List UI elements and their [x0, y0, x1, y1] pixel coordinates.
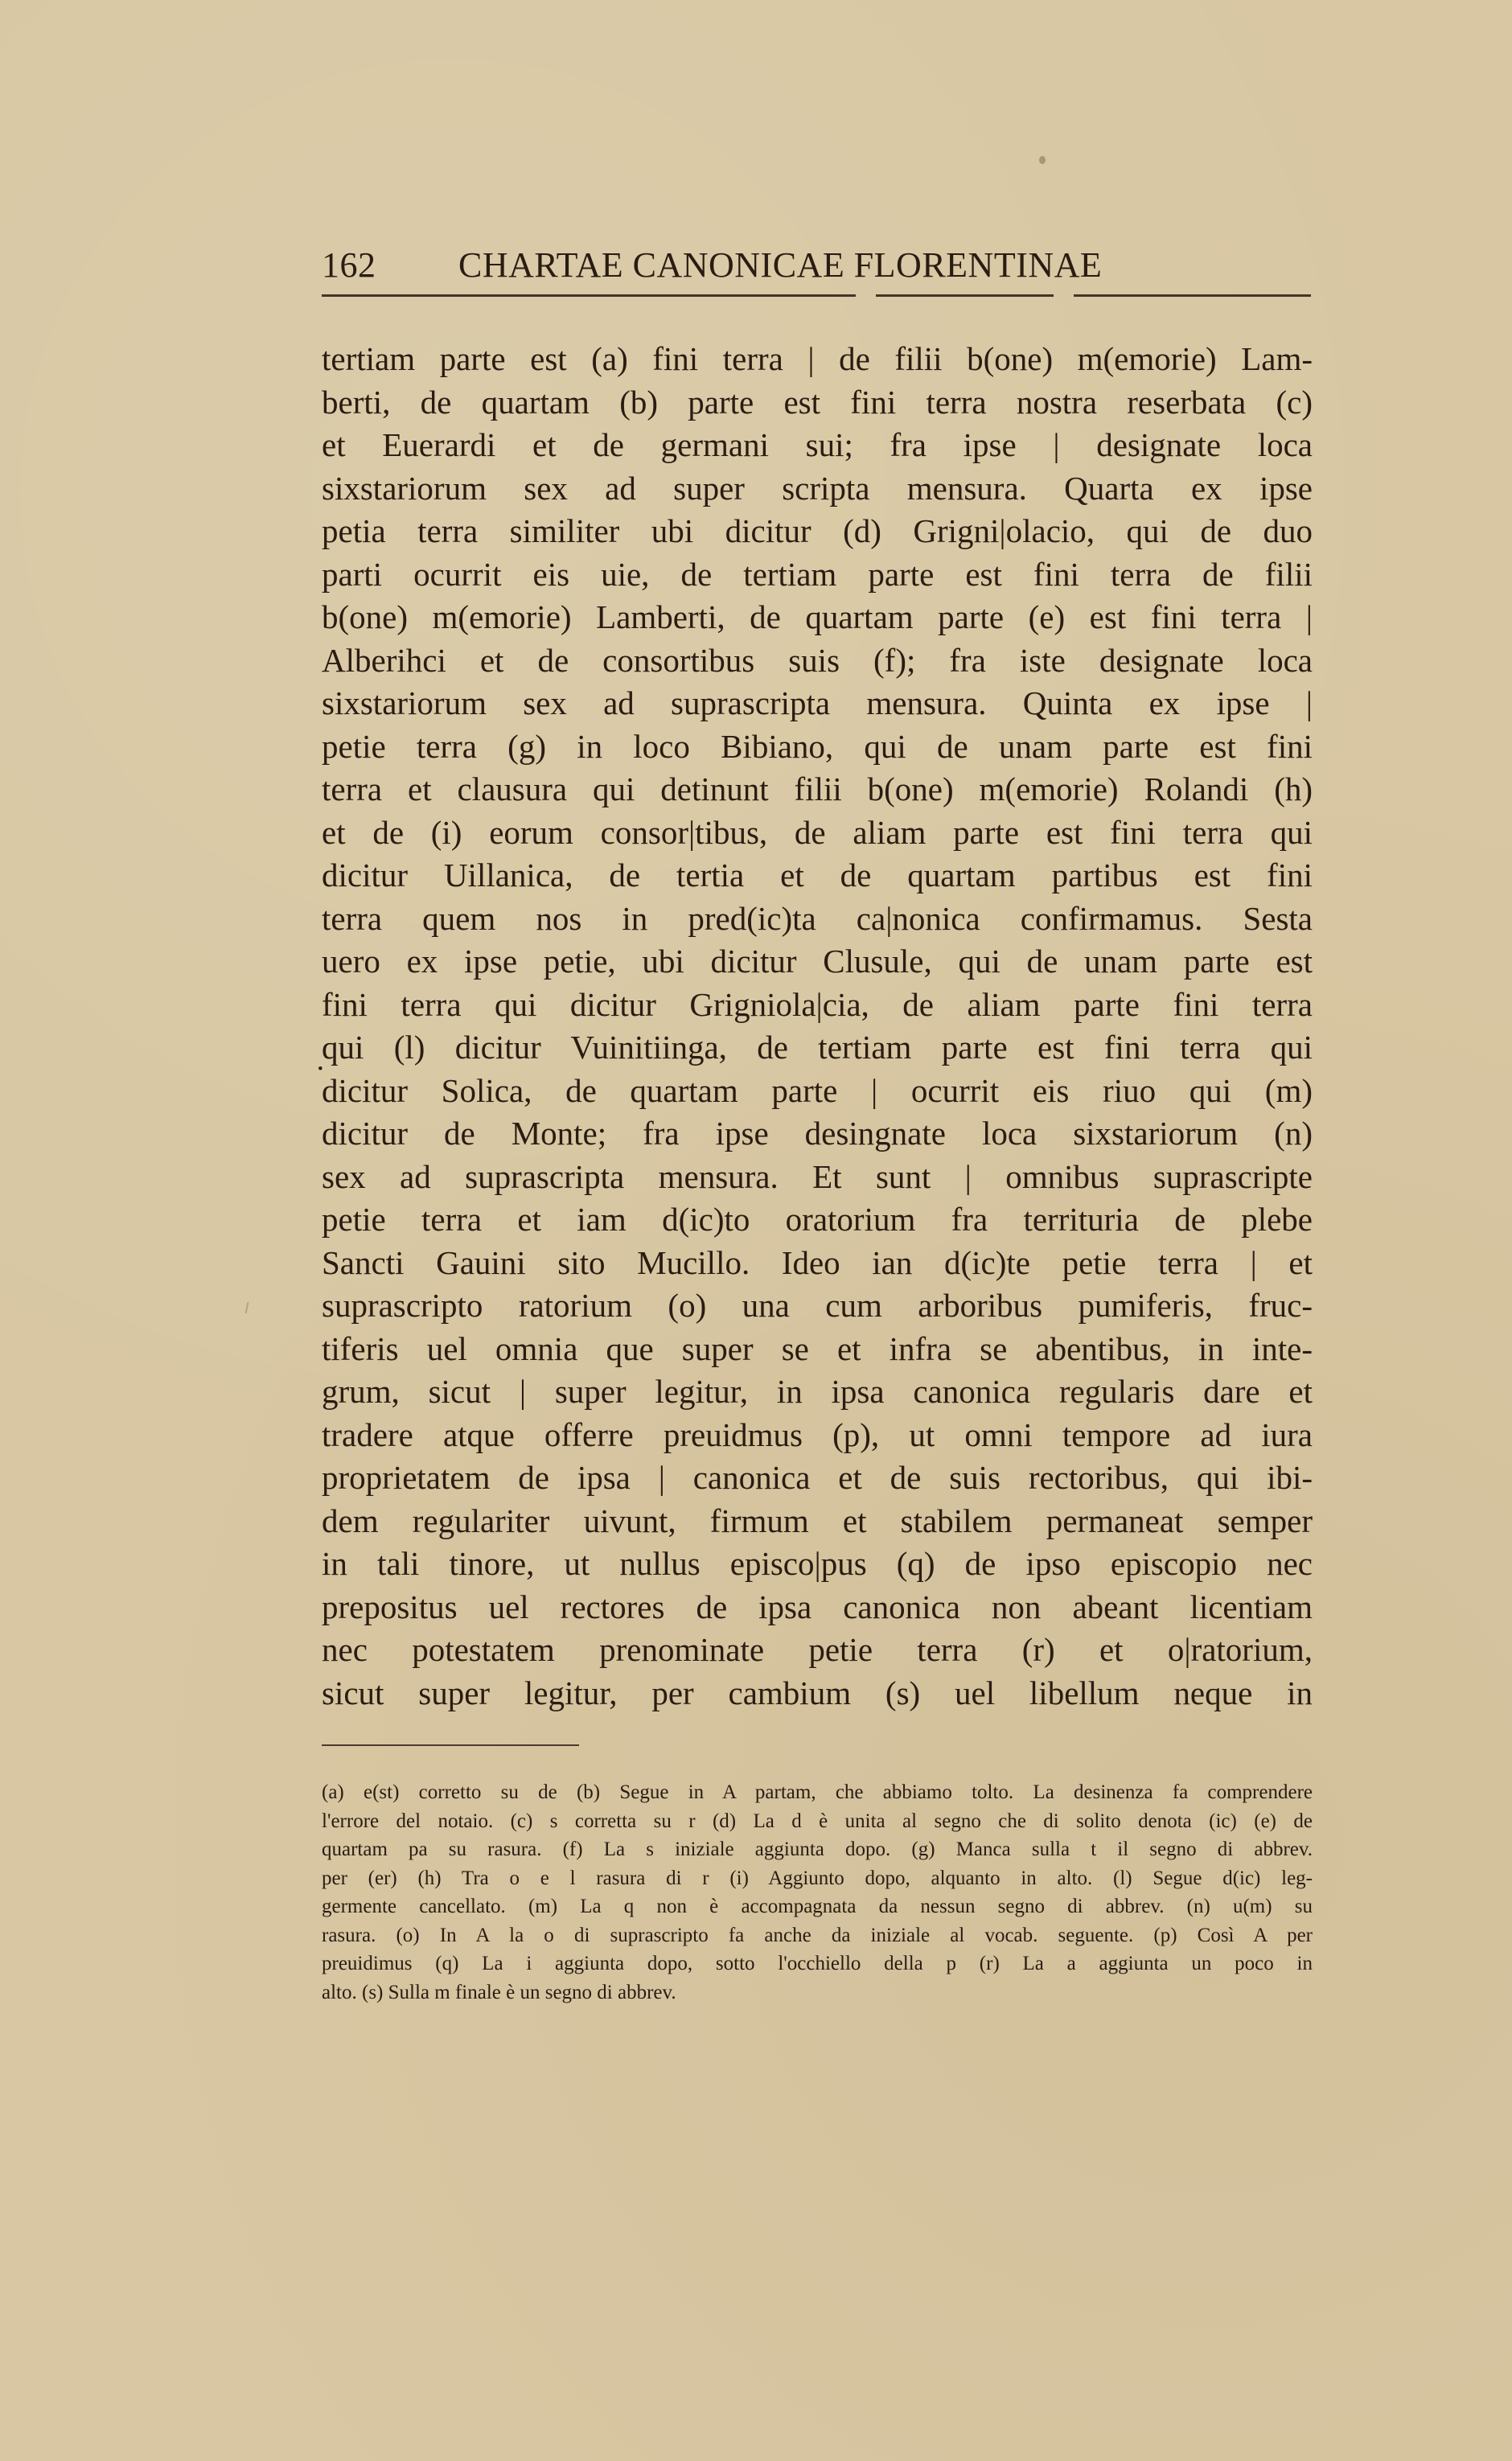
ink-spot [1039, 156, 1046, 164]
text-line: nec potestatem prenominate petie terra (r) et o|ratorium, [322, 1631, 1313, 1668]
text-line: fini terra qui dicitur Grigniola|cia, de aliam parte fini terra [322, 985, 1313, 1023]
footnotes-block [322, 1778, 1313, 2007]
text-line: sixstariorum sex ad suprascripta mensura. Quinta ex ipse | [322, 684, 1313, 721]
text-line: et Euerardi et de germani sui; fra ipse | designate loca [322, 426, 1313, 463]
text-line: in tali tinore, ut nullus episco|pus (q) de ipso episcopio nec [322, 1545, 1313, 1582]
page-number: 162 [322, 245, 376, 285]
text-line: proprietatem de ipsa | canonica et de suis rectoribus, qui ibi- [322, 1459, 1313, 1496]
page-header [322, 238, 1311, 294]
header-rule [322, 294, 1311, 297]
footnote-line: l'errore del notaio. (c) s corretta su r (d) La d è unita al segno che di solito denota (ic) (e) de [322, 1810, 1313, 1832]
text-line: petie terra (g) in loco Bibiano, qui de unam parte est fini [322, 727, 1313, 765]
text-line: petie terra et iam d(ic)to oratorium fra territuria de plebe [322, 1201, 1313, 1238]
footnote-line: germente cancellato. (m) La q non è accompagnata da nessun segno di abbrev. (n) u(m) su [322, 1896, 1313, 1917]
text-line: suprascripto ratorium (o) una cum arboribus pumiferis, fruc- [322, 1287, 1313, 1324]
footnote-line: quartam pa su rasura. (f) La s iniziale aggiunta dopo. (g) Manca sulla t il segno di abbrev. [322, 1839, 1313, 1860]
text-line: tiferis uel omnia que super se et infra se abentibus, in inte- [322, 1329, 1313, 1367]
text-line: qui (l) dicitur Vuinitiinga, de tertiam parte est fini terra qui [322, 1029, 1313, 1066]
text-line: dicitur Solica, de quartam parte | ocurrit eis riuo qui (m) [322, 1071, 1313, 1109]
footnote-line: (a) e(st) corretto su de (b) Segue in A partam, che abbiamo tolto. La desinenza fa comprendere [322, 1781, 1313, 1803]
text-line: sex ad suprascripta mensura. Et sunt | omnibus suprascripte [322, 1157, 1313, 1195]
text-line: et de (i) eorum consor|tibus, de aliam parte est fini terra qui [322, 813, 1313, 851]
text-line: prepositus uel rectores de ipsa canonica non abeant licentiam [322, 1588, 1313, 1625]
footnote-line: preuidimus (q) La i aggiunta dopo, sotto l'occhiello della p (r) La a aggiunta un poco in [322, 1953, 1313, 1974]
text-line: sicut super legitur, per cambium (s) uel libellum neque in [322, 1674, 1313, 1711]
text-line: sixstariorum sex ad super scripta mensura. Quarta ex ipse [322, 469, 1313, 507]
main-text-block [322, 338, 1313, 1715]
text-line: b(one) m(emorie) Lamberti, de quartam parte (e) est fini terra | [322, 598, 1313, 635]
text-line: terra quem nos in pred(ic)ta ca|nonica confirmamus. Sesta [322, 899, 1313, 937]
text-line: tertiam parte est (a) fini terra | de filii b(one) m(emorie) Lam- [322, 340, 1313, 377]
footnote-rule [322, 1744, 579, 1746]
text-line: dicitur Uillanica, de tertia et de quartam partibus est fini [322, 857, 1313, 894]
running-head: CHARTAE CANONICAE FLORENTINAE [458, 245, 1103, 285]
text-line: parti ocurrit eis uie, de tertiam parte est fini terra de filii [322, 555, 1313, 593]
text-line: berti, de quartam (b) parte est fini terra nostra reserbata (c) [322, 383, 1313, 421]
left-margin-dot: · [315, 1052, 326, 1086]
text-line: Alberihci et de consortibus suis (f); fra iste designate loca [322, 641, 1313, 679]
text-line: dicitur de Monte; fra ipse desingnate loca sixstariorum (n) [322, 1115, 1313, 1152]
text-line: petia terra similiter ubi dicitur (d) Grigni|olacio, qui de duo [322, 512, 1313, 549]
footnote-line: rasura. (o) In A la o di suprascripto fa anche da iniziale al vocab. seguente. (p) Così A per [322, 1924, 1313, 1946]
text-line: terra et clausura qui detinunt filii b(one) m(emorie) Rolandi (h) [322, 770, 1313, 807]
footnote-line: alto. (s) Sulla m finale è un segno di abbrev. [322, 1981, 676, 2003]
text-line: Sancti Gauini sito Mucillo. Ideo ian d(ic)te petie terra | et [322, 1243, 1313, 1281]
footnote-line: per (er) (h) Tra o e l rasura di r (i) Aggiunto dopo, alquanto in alto. (l) Segue d(ic) leg- [322, 1867, 1313, 1889]
text-line: uero ex ipse petie, ubi dicitur Clusule, qui de unam parte est [322, 943, 1313, 980]
text-line: tradere atque offerre preuidmus (p), ut omni tempore ad iura [322, 1415, 1313, 1453]
text-line: grum, sicut | super legitur, in ipsa canonica regularis dare et [322, 1373, 1313, 1410]
text-line: dem regulariter uivunt, firmum et stabilem permaneat semper [322, 1502, 1313, 1539]
margin-mark [245, 1302, 249, 1313]
